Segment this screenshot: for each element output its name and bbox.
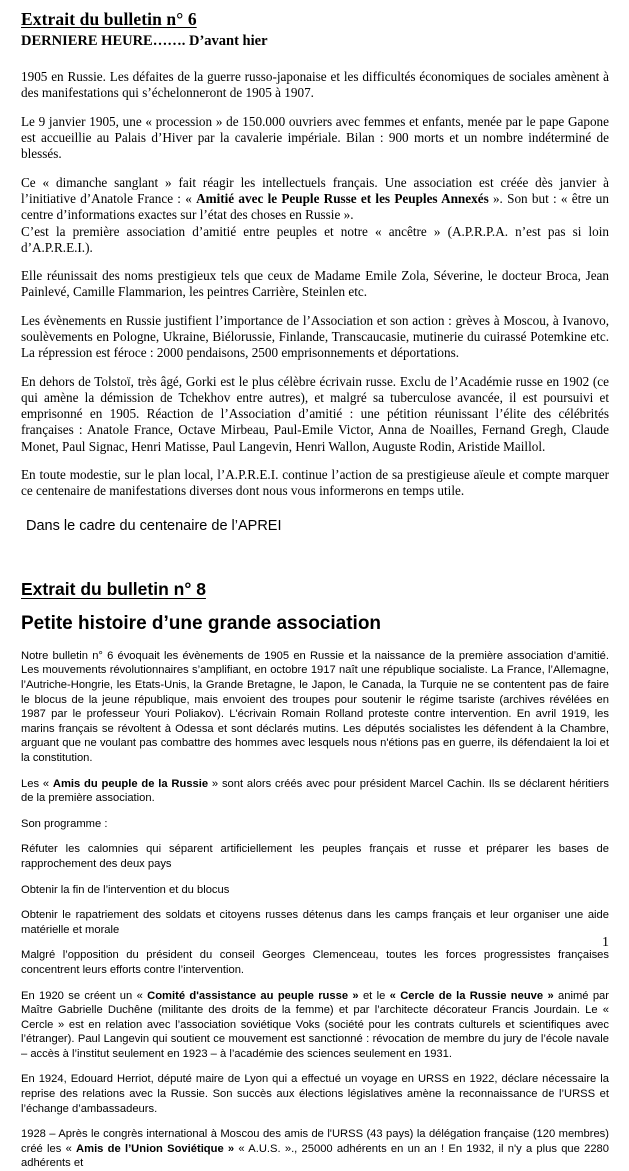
section1-closing-line: Dans le cadre du centenaire de l’APREI: [26, 517, 282, 534]
programme-item: Obtenir la fin de l’intervention et du blocus: [21, 883, 230, 896]
section1-subheading: DERNIERE HEURE……. D’avant hier: [21, 33, 268, 49]
paragraph-text: Ce « dimanche sanglant » fait réagir les intellectuels français. Une association est créée dès janvier à l’initiative d’Anatole France : «: [21, 174, 609, 206]
paragraph-text: 1928 – Après le congrès international à Moscou des amis de l'URSS (43 pays) la délégation française (120 membres) créé les «: [21, 1128, 609, 1155]
paragraph: C’est la première association d’amitié entre peuples et notre « ancêtre » (A.P.R.P.A. n’est pas si loin d’A.P.R.E.I.).: [21, 223, 609, 255]
paragraph-text: « A.U.S. »., 25000 adhérents en un an ! En 1932, il n'y a plus que 2280 adhérents et: [21, 1142, 610, 1170]
paragraph: Elle réunissait des noms prestigieux tels que ceux de Madame Emile Zola, Séverine, le docteur Broca, Jean Painlevé, Camille Flammarion, les peintres Carrière, Steinlen etc.: [21, 268, 609, 300]
emphasis-committee-name: Comité d'assistance au peuple russe »: [147, 989, 359, 1002]
paragraph: En 1924, Edouard Herriot, député maire de Lyon qui a effectué un voyage en URSS en 1922, déclare nécessaire la reprise des relations avec la Russie. Son succès aux élections législatives amène la reconnaissance de l’URSS et l’échange d’ambassadeurs.: [21, 1073, 609, 1115]
paragraph: [21, 175, 609, 224]
emphasis-association-name: Amis du peuple de la Russie: [52, 777, 209, 790]
paragraph: [21, 777, 609, 806]
section1-heading: Extrait du bulletin n° 6: [21, 9, 197, 29]
paragraph: Malgré l’opposition du président du conseil Georges Clemenceau, toutes les forces progressistes françaises concentrent leurs efforts contre l’intervention.: [21, 949, 609, 976]
section2-heading: Extrait du bulletin n° 8: [21, 578, 206, 599]
programme-label: Son programme :: [21, 817, 108, 830]
paragraph-text: et le: [358, 989, 390, 1002]
paragraph-text: » sont alors créés avec pour président Marcel Cachin. Ils se déclarent héritiers de la première association.: [21, 777, 609, 805]
programme-item: Obtenir le rapatriement des soldats et citoyens russes détenus dans les camps français et leur organiser une aide matérielle et morale: [21, 909, 609, 936]
section-bulletin-6: [21, 0, 609, 535]
paragraph: Le 9 janvier 1905, une « procession » de 150.000 ouvriers avec femmes et enfants, menée par le pape Gapone est accueillie au Palais d’Hiver par la cavalerie impériale. Bilan : 900 morts et un nombre indéterminé de blessés.: [21, 113, 609, 162]
paragraph: En toute modestie, sur le plan local, l’A.P.R.E.I. continue l’action de sa prestigieuse aïeule et compte marquer ce centenaire de manifestations diverses dont nous vous informerons en temps utile.: [21, 467, 609, 499]
paragraph: [21, 989, 609, 1062]
paragraph: [21, 1127, 609, 1171]
emphasis-association-name: Amis de l’Union Soviétique »: [76, 1142, 235, 1155]
paragraph: Les évènements en Russie justifient l’importance de l’Association et son action : grèves à Moscou, à Ivanovo, soulèvements en Pologne, Ukraine, Biélorussie, Finlande, Transcaucasie, mutinerie du cuirassé Potemkine etc. La répression est féroce : 2000 pendaisons, 2500 emprisonnements et déportations.: [21, 312, 609, 361]
page-number: 1: [602, 935, 609, 950]
emphasis-circle-name: « Cercle de la Russie neuve »: [389, 989, 554, 1002]
paragraph-text: En 1920 se créent un «: [21, 989, 148, 1002]
paragraph: 1905 en Russie. Les défaites de la guerre russo-japonaise et les difficultés économiques de sociales amènent à des manifestations qui s’échelonneront de 1905 à 1907.: [21, 69, 609, 101]
paragraph-text: Les «: [21, 777, 53, 790]
section-bulletin-8: [21, 579, 609, 1171]
paragraph: En dehors de Tolstoï, très âgé, Gorki est le plus célèbre écrivain russe. Exclu de l’Académie russe en 1902 (ce qui amène la démission de Tchekhov entre autres), et malgré sa tuberculose avancée, il est poursuivi et emprisonné en 1905. Réaction de l’Association d’amitié : une pétition réunissant l’élite des célébrités françaises : Anatole France, Octave Mirbeau, Paul-Emile Victor, Anna de Noailles, Fernand Gregh, Claude Monet, Paul Signac, Henri Matisse, Paul Langevin, Henri Wallon, Auguste Rodin, Aristide Maillol.: [21, 373, 609, 454]
emphasis-association-name: Amitié avec le Peuple Russe et les Peuples Annexés: [196, 190, 489, 206]
paragraph-text: ». Son but : « être un centre d’informations exactes sur l’état des choses en Russie ».: [21, 190, 609, 223]
section2-subheading: Petite histoire d’une grande association: [21, 612, 382, 634]
paragraph-text: animé par Maître Gabrielle Duchêne (militante des droits de la femme) et par l’architecte décorateur Francis Jourdain. Le « Cercle » est en relation avec l’association soviétique Voks (société pour les contrats culturels et scientifiques avec l’étranger). Paul Langevin qui soutient ce mouvement est sanctionné : révocation de membre du jury de l’école navale – accès à l’institut seulement en 1923 – à l’académie des sciences seulement en 1931.: [21, 989, 609, 1060]
paragraph: Notre bulletin n° 6 évoquait les évènements de 1905 en Russie et la naissance de la première association d’amitié. Les mouvements révolutionnaires s’amplifiant, en octobre 1917 naît une république socialiste. La France, l’Allemagne, l’Autriche-Hongrie, les Etats-Unis, la Grande Bretagne, le Japon, le Canada, la Turquie ne se contentent pas de faire le blocus de la jeune république, mais envoient des troupes pour soutenir le régime tsariste (archives révélées en 1987 par le professeur Youri Poliakov). L'écrivain Romain Rolland proteste contre intervention. En avril 1919, les marins français se révoltent à Odessa et sont déclarés mutins. Les députés socialistes les défendent à la Chambre, arguant que ne voulant pas combattre des hommes avec lesquels nous n'étions pas en guerre, ils défendaient la loi et la constitution.: [21, 649, 609, 764]
programme-item: Réfuter les calomnies qui séparent artificiellement les peuples français et russe et préparer les bases de rapprochement des deux pays: [21, 843, 609, 870]
